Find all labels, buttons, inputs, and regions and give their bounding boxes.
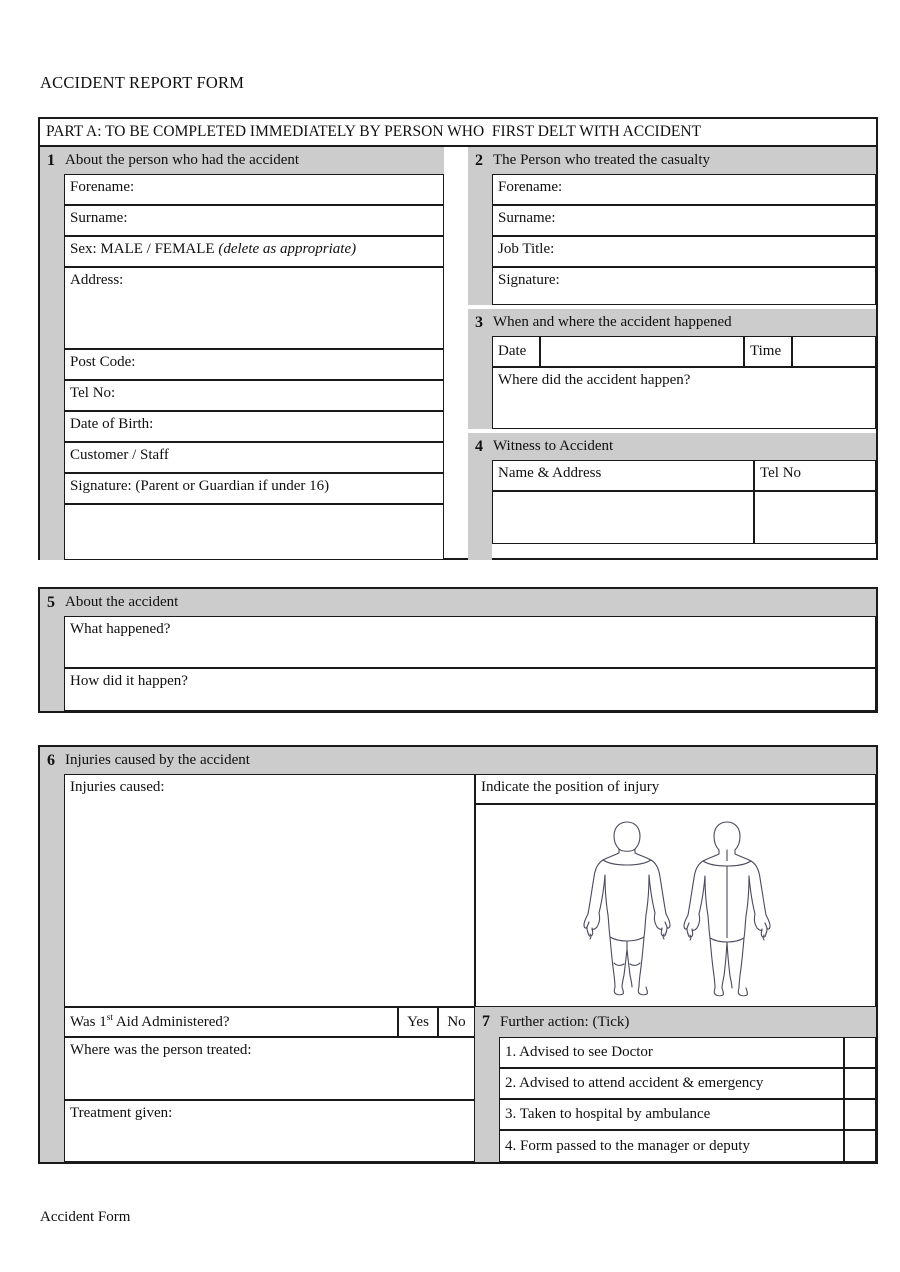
further-action-item-3[interactable] <box>499 1099 844 1130</box>
further-action-label: 1. Advised to see Doctor <box>505 1044 653 1060</box>
section7-number: 7 <box>482 1013 490 1030</box>
further-action-item-1[interactable] <box>499 1037 844 1068</box>
section4-number: 4 <box>475 437 483 455</box>
field-label-note: (delete as appropriate) <box>218 241 357 257</box>
field-date-of-birth-casualty[interactable] <box>64 411 444 442</box>
field-job-title-treater[interactable] <box>492 236 876 267</box>
field-sex-casualty[interactable] <box>64 236 444 267</box>
section6-title: Injuries caused by the accident <box>65 752 250 768</box>
field-customer-or-staff[interactable] <box>64 442 444 473</box>
field-address-casualty[interactable] <box>64 267 444 349</box>
field-label: Treatment given: <box>70 1105 173 1121</box>
body-diagram <box>476 805 876 1007</box>
field-label: Job Title: <box>498 241 555 257</box>
label-date-text: Date <box>498 343 527 359</box>
field-witness-tel-no[interactable] <box>754 491 876 544</box>
section2-header <box>468 147 876 174</box>
checkbox-first-aid-no[interactable] <box>438 1007 475 1037</box>
field-label: Signature: <box>498 272 560 288</box>
label-text <box>70 1012 230 1030</box>
checkbox-label: Yes <box>407 1013 429 1030</box>
section3-number: 3 <box>475 313 483 331</box>
label-time <box>744 336 792 367</box>
checkbox-label: No <box>447 1013 466 1030</box>
front-body-outline-icon <box>581 817 673 997</box>
field-label: Sex: MALE / FEMALE <box>70 241 219 257</box>
field-label: Surname: <box>70 210 128 226</box>
field-label: Tel No: <box>70 385 116 401</box>
field-signature-treater[interactable] <box>492 267 876 305</box>
field-label: How did it happen? <box>70 673 188 689</box>
field-where-person-treated[interactable] <box>64 1037 475 1100</box>
section4-header <box>468 433 876 460</box>
column-header-text: Tel No <box>760 465 802 481</box>
field-label: Address: <box>70 272 124 288</box>
back-body-outline-icon <box>681 817 773 997</box>
section7-header <box>475 1007 876 1037</box>
field-surname-treater[interactable] <box>492 205 876 236</box>
further-action-tick-4[interactable] <box>844 1130 876 1162</box>
section4-title: Witness to Accident <box>493 438 614 454</box>
field-label: Forename: <box>498 179 563 195</box>
field-witness-name-address[interactable] <box>492 491 754 544</box>
section5-block <box>38 587 878 713</box>
field-injuries-caused[interactable] <box>64 774 475 1007</box>
label-time-text: Time <box>750 343 782 359</box>
field-where-accident-happened[interactable] <box>492 367 876 429</box>
field-label: Customer / Staff <box>70 447 169 463</box>
further-action-tick-1[interactable] <box>844 1037 876 1068</box>
section2-title: The Person who treated the casualty <box>493 152 711 168</box>
field-post-code-casualty[interactable] <box>64 349 444 380</box>
field-tel-no-casualty[interactable] <box>64 380 444 411</box>
section1-number: 1 <box>47 151 55 169</box>
body-diagram-panel[interactable] <box>475 804 876 1007</box>
section5-number: 5 <box>47 593 55 611</box>
field-signature-casualty-area[interactable] <box>64 504 444 560</box>
field-label: Where was the person treated: <box>70 1042 252 1058</box>
further-action-item-4[interactable] <box>499 1130 844 1162</box>
field-label: Forename: <box>70 179 135 195</box>
further-action-label: 2. Advised to attend accident & emergency <box>505 1075 764 1091</box>
further-action-tick-3[interactable] <box>844 1099 876 1130</box>
section3-header <box>468 309 876 336</box>
column-header-text: Name & Address <box>498 465 602 481</box>
part-a-block <box>38 117 878 560</box>
checkbox-first-aid-yes[interactable] <box>398 1007 438 1037</box>
section6-number: 6 <box>47 751 55 769</box>
label-text-superscript: st <box>106 1012 113 1023</box>
further-action-label: 3. Taken to hospital by ambulance <box>505 1106 711 1122</box>
label-text-part2: Aid Administered? <box>112 1013 230 1030</box>
field-what-happened[interactable] <box>64 616 876 668</box>
field-label: Where did the accident happen? <box>498 372 691 388</box>
column-header-witness-name-address <box>492 460 754 491</box>
label-first-aid-administered <box>64 1007 398 1037</box>
label-date <box>492 336 540 367</box>
field-label: Signature: (Parent or Guardian if under 16) <box>70 478 330 494</box>
field-how-did-it-happen[interactable] <box>64 668 876 711</box>
further-action-label: 4. Form passed to the manager or deputy <box>505 1137 750 1154</box>
field-time-value[interactable] <box>792 336 876 367</box>
section5-header <box>40 589 876 616</box>
field-signature-casualty[interactable] <box>64 473 444 504</box>
part-a-heading-text: PART A: TO BE COMPLETED IMMEDIATELY BY PERSON WHO FIRST DELT WITH ACCIDENT <box>46 123 702 140</box>
column-header-witness-tel-no <box>754 460 876 491</box>
section2-number: 2 <box>475 151 483 169</box>
field-label: Date of Birth: <box>70 416 154 432</box>
section6-header <box>40 747 876 774</box>
page-title-line-1: ACCIDENT REPORT FORM <box>40 73 245 92</box>
section6-rail <box>40 747 64 1162</box>
section1-rail <box>40 147 64 560</box>
field-label: Post Code: <box>70 354 136 370</box>
field-treatment-given[interactable] <box>64 1100 475 1162</box>
label-text-part1: Was 1 <box>70 1013 107 1030</box>
section7-title: Further action: (Tick) <box>500 1013 630 1030</box>
further-action-item-2[interactable] <box>499 1068 844 1099</box>
page-footer: Accident Form <box>40 1209 131 1225</box>
section1-title: About the person who had the accident <box>65 152 300 168</box>
field-label: Injuries caused: <box>70 779 165 795</box>
field-forename-casualty[interactable] <box>64 174 444 205</box>
further-action-tick-2[interactable] <box>844 1068 876 1099</box>
field-forename-treater[interactable] <box>492 174 876 205</box>
section5-title: About the accident <box>65 594 179 610</box>
section3-title: When and where the accident happened <box>493 314 732 330</box>
section6-block <box>38 745 878 1164</box>
field-label: What happened? <box>70 621 171 637</box>
field-date-value[interactable] <box>540 336 744 367</box>
section1-header <box>40 147 444 174</box>
field-label: Surname: <box>498 210 556 226</box>
label-text: Indicate the position of injury <box>481 779 660 795</box>
field-surname-casualty[interactable] <box>64 205 444 236</box>
part-a-heading <box>40 119 876 147</box>
label-indicate-position-of-injury <box>475 774 876 804</box>
